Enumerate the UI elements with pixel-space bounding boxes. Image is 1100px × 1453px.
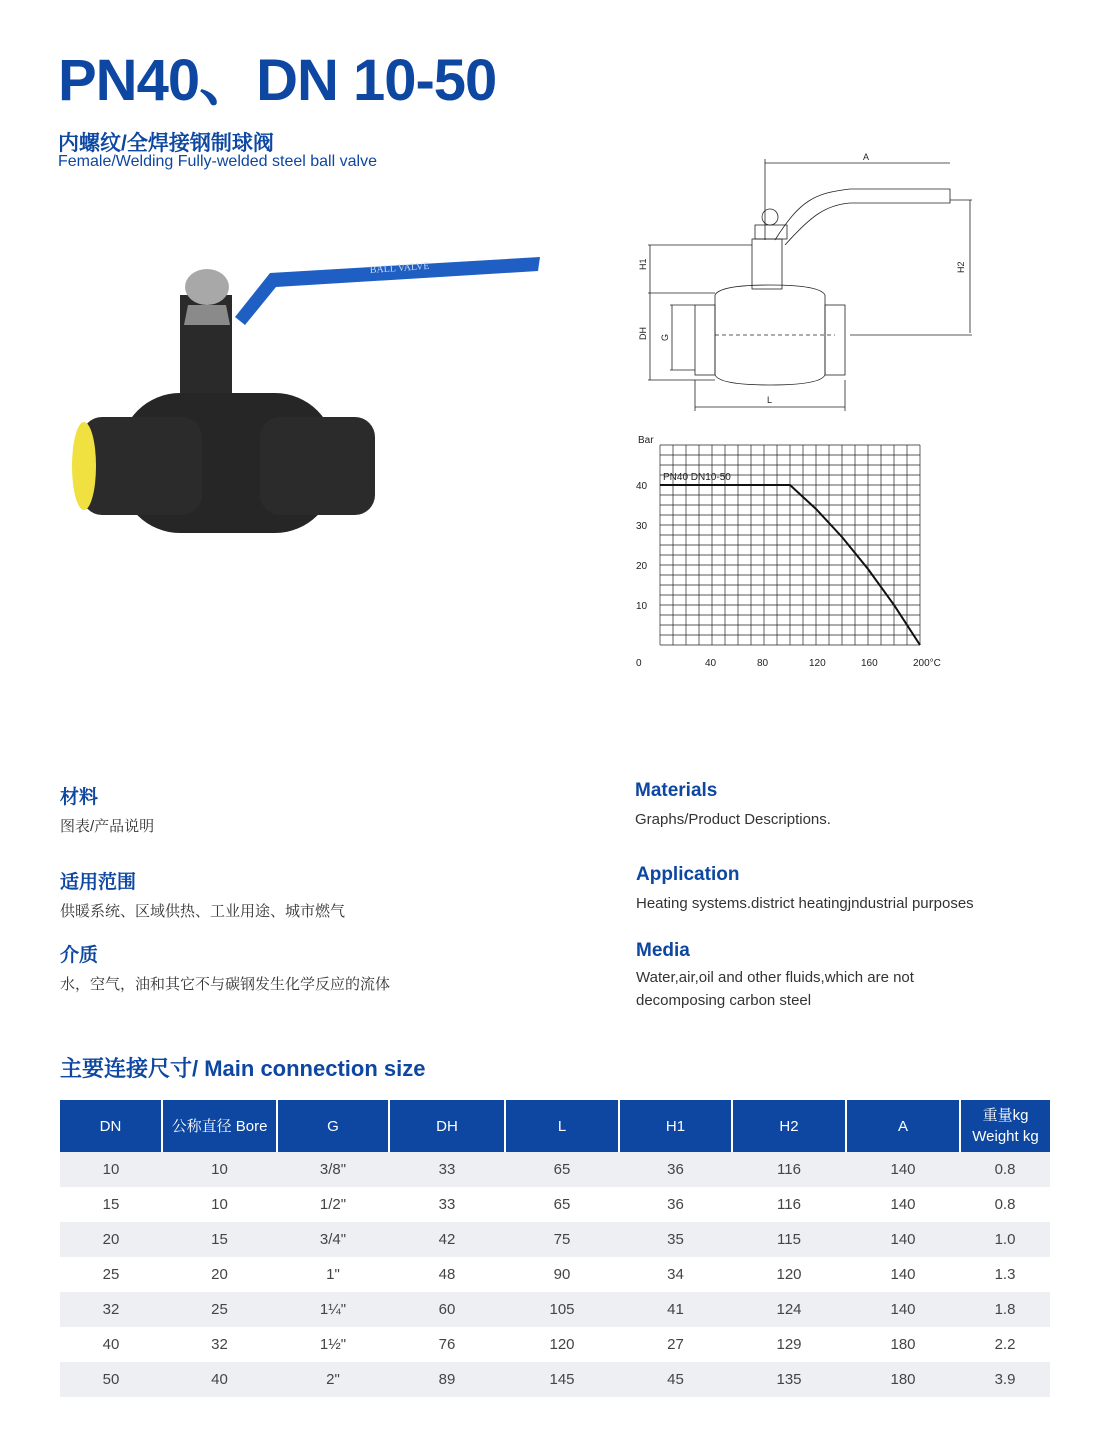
pressure-temperature-chart [630, 428, 960, 678]
table-cell: 3/8" [277, 1152, 389, 1187]
table-cell: 140 [846, 1222, 960, 1257]
stem-cap [185, 269, 229, 305]
table-cell: 15 [102, 1196, 120, 1213]
table-row [60, 1327, 1050, 1362]
chart-y-tick-label: 40 [636, 481, 648, 492]
table-cell: 1.3 [994, 1266, 1016, 1283]
valve-yellow-face [72, 422, 96, 510]
table-header-cell: G [277, 1100, 389, 1152]
table-cell: 32 [211, 1336, 228, 1353]
table-cell: 75 [505, 1222, 619, 1257]
valve-right-end [260, 417, 375, 515]
section-heading: 介质 [60, 945, 99, 966]
table-cell: 60 [389, 1292, 505, 1327]
table-cell: 2.2 [994, 1336, 1016, 1353]
table-title: 主要连接尺寸/ Main connection size [60, 1056, 426, 1081]
page-title: PN40、DN 10-50 [58, 48, 497, 113]
stem-nut [184, 305, 230, 325]
table-cell: 1¼" [277, 1292, 389, 1327]
section-application-en [636, 864, 974, 915]
chart-y-tick-label: 10 [636, 601, 648, 612]
chart-y-tick-label: 20 [636, 561, 648, 572]
table-row [60, 1292, 1050, 1327]
table-cell: 0.8 [960, 1152, 1050, 1187]
table-cell: 1½" [319, 1336, 347, 1353]
table-cell: 129 [776, 1336, 802, 1353]
table-cell: 10 [211, 1196, 228, 1213]
table-cell: 20 [211, 1266, 228, 1283]
section-materials-cn [60, 782, 154, 838]
table-cell: 40 [162, 1362, 277, 1397]
chart-y-axis-label: Bar [638, 435, 654, 446]
section-heading: Materials [635, 780, 718, 801]
table-cell: 1.0 [960, 1222, 1050, 1257]
section-text: 水，空气，油和其它不与碳钢发生化学反应的流体 [60, 976, 391, 993]
dimension-drawing [630, 145, 990, 420]
table-cell: 1/2" [319, 1196, 347, 1213]
table-cell: 32 [60, 1292, 162, 1327]
table-cell: 40 [102, 1336, 120, 1353]
table-cell: 0.8 [994, 1196, 1016, 1213]
chart-y-tick-label: 30 [636, 521, 648, 532]
table-header-cell: DH [389, 1100, 505, 1152]
table-cell: 45 [619, 1362, 732, 1397]
section-materials-en [635, 780, 831, 831]
table-cell: 124 [732, 1292, 846, 1327]
table-cell: 34 [667, 1266, 684, 1283]
section-heading: 适用范围 [60, 872, 137, 893]
table-cell: 76 [438, 1336, 456, 1353]
table-header-cell: A [846, 1100, 960, 1152]
table-cell: 180 [890, 1336, 916, 1353]
table-header-cell: DN [60, 1100, 162, 1152]
chart-x-tick-label: 120 [809, 658, 826, 669]
table-cell: 1.8 [960, 1292, 1050, 1327]
table-cell: 120 [549, 1336, 575, 1353]
table-cell: 90 [553, 1266, 571, 1283]
table-cell: 120 [776, 1266, 802, 1283]
section-heading: 材料 [60, 787, 99, 808]
section-text: Heating systems.district heatingjndustrial purposes [636, 895, 974, 912]
table-cell: 41 [619, 1292, 732, 1327]
table-cell: 135 [732, 1362, 846, 1397]
table-cell: 145 [505, 1362, 619, 1397]
section-text: Graphs/Product Descriptions. [635, 811, 831, 828]
section-heading: Application [636, 864, 740, 885]
table-cell: 10 [60, 1152, 162, 1187]
table-cell: 35 [619, 1222, 732, 1257]
chart-x-tick-label: 40 [705, 658, 717, 669]
table-cell: 2" [277, 1362, 389, 1397]
table-cell: 140 [890, 1266, 916, 1283]
section-text: 供暖系统、区域供热、工业用途、城市燃气 [60, 903, 346, 920]
section-text: 图表/产品说明 [60, 818, 155, 835]
table-header-row [60, 1100, 1050, 1152]
connection-size-table [60, 1100, 1050, 1397]
chart-series-label: PN40 DN10-50 [663, 472, 731, 483]
valve-left-end [82, 417, 202, 515]
table-cell: 3/4" [277, 1222, 389, 1257]
section-application-cn [60, 867, 345, 923]
table-cell: 65 [553, 1196, 571, 1213]
dim-label-l: L [767, 395, 773, 405]
table-cell: 10 [162, 1152, 277, 1187]
dim-label-a: A [863, 152, 870, 162]
table-cell: 36 [667, 1196, 684, 1213]
subtitle-chinese: 内螺纹/全焊接钢制球阀 [58, 132, 274, 155]
chart-x-tick-label: 160 [861, 658, 878, 669]
chart-x-tick-label: 80 [757, 658, 769, 669]
table-cell: 140 [890, 1196, 916, 1213]
table-header-cell: L [505, 1100, 619, 1152]
table-header-cell: 公称直径 Bore [162, 1100, 277, 1152]
section-media-en [636, 940, 966, 1012]
table-cell: 20 [60, 1222, 162, 1257]
table-cell: 1" [326, 1266, 340, 1283]
table-cell: 65 [505, 1152, 619, 1187]
table-row [60, 1222, 1050, 1257]
table-row [60, 1187, 1050, 1222]
dim-label-g: G [660, 333, 670, 341]
table-row [60, 1152, 1050, 1187]
subtitle-english: Female/Welding Fully-welded steel ball valve [58, 153, 377, 170]
section-media-cn [60, 940, 390, 996]
table-header-cell: 重量kg Weight kg [960, 1100, 1050, 1152]
table-cell: 105 [505, 1292, 619, 1327]
section-text: Water,air,oil and other fluids,which are not decomposing carbon steel [636, 969, 914, 1009]
table-cell: 50 [60, 1362, 162, 1397]
ball-valve-product-image [70, 235, 542, 560]
table-cell: 48 [438, 1266, 456, 1283]
table-header-cell: H2 [732, 1100, 846, 1152]
table-cell: 42 [389, 1222, 505, 1257]
table-row [60, 1362, 1050, 1397]
table-body [60, 1152, 1050, 1397]
table-cell: 25 [162, 1292, 277, 1327]
table-cell: 116 [732, 1152, 846, 1187]
section-heading: Media [636, 940, 690, 961]
table-cell: 25 [102, 1266, 120, 1283]
table-cell: 27 [667, 1336, 684, 1353]
table-cell: 116 [777, 1196, 801, 1213]
table-cell: 180 [846, 1362, 960, 1397]
table-cell: 33 [389, 1152, 505, 1187]
table-cell: 140 [846, 1152, 960, 1187]
table-header-cell: H1 [619, 1100, 732, 1152]
chart-x-tick-label: 200°C [913, 658, 941, 669]
table-cell: 33 [438, 1196, 456, 1213]
table-cell: 3.9 [960, 1362, 1050, 1397]
dim-label-h2: H2 [956, 261, 966, 273]
table-cell: 115 [732, 1222, 846, 1257]
table-cell: 15 [162, 1222, 277, 1257]
handle-text: BALL VALVE [369, 260, 430, 276]
dim-label-dh: DH [638, 327, 648, 340]
dim-label-h1: H1 [638, 258, 648, 270]
table-cell: 36 [619, 1152, 732, 1187]
table-cell: 89 [389, 1362, 505, 1397]
table-cell: 140 [846, 1292, 960, 1327]
chart-x-tick-label: 0 [636, 658, 642, 669]
table-row [60, 1257, 1050, 1292]
